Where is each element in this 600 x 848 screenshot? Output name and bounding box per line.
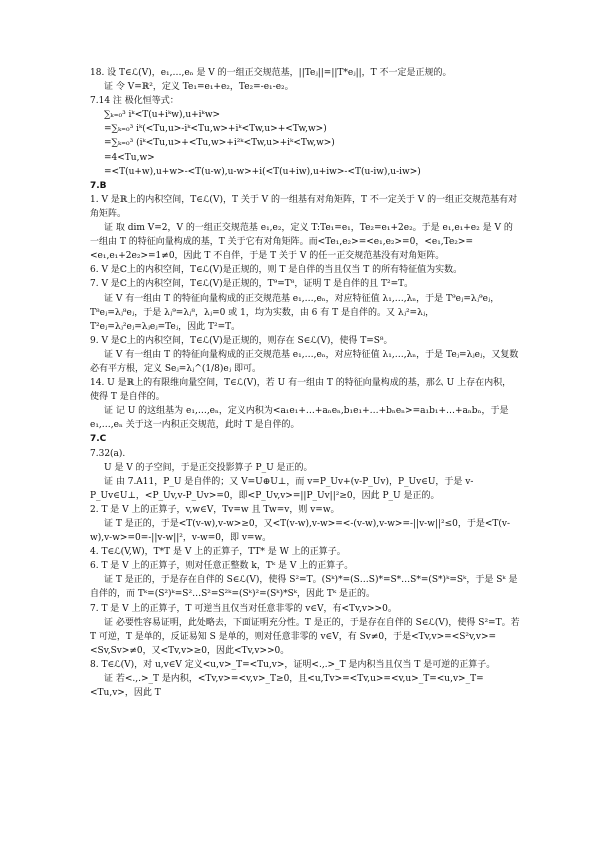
formula-line: =∑ₖ₌₀³ iᵏ(<Tu,u>-iᵏ<Tu,w>+iᵏ<Tw,u>+<Tw,w>) [104,124,327,135]
exercise-line: 6. T 是 V 上的正算子，则对任意正整数 k，Tᵏ 是 V 上的正算子。 [90,561,354,572]
exercise-line: 7.32(a). [90,448,126,459]
proof-line: 证 V 有一组由 T 的特征向量构成的正交规范基 e₁,…,eₙ，对应特征值 λ₁,…,λₙ，于是 T⁹eⱼ=λⱼ⁹eⱼ，T⁸eⱼ=λⱼ⁸eⱼ，于是 λⱼ⁹=λⱼ⁸，λⱼ=0 或 1，均为实数，由 6 有 T 是自伴的。又 λⱼ²=λⱼ，T²eⱼ=λⱼ²eⱼ=λⱼeⱼ=Teⱼ，因此 T²=T。 [90,293,500,332]
section-heading: 7.B [90,180,107,191]
formula-line: =<T(u+w),u+w>-<T(u-w),u-w>+i(<T(u+iw),u+iw>-<T(u-iw),u-iw>) [104,166,421,177]
proof-line: 证 T 是正的，于是<T(v-w),v-w>≥0，又<T(v-w),v-w>=<-(v-w),v-w>=-||v-w||²≤0，于是<T(v-w),v-w>=0=-||v-w||²，v-w=0，即 v=w。 [90,519,511,544]
exercise-line: 9. V 是ℂ上的内积空间，T∈ℒ(V)是正规的，则存在 S∈ℒ(V)，使得 T=S⁸。 [90,335,393,346]
proof-line: 证 令 V=ℝ²，定义 Te₁=e₁+e₂，Te₂=-e₁-e₂。 [104,82,294,93]
proof-line: 证 T 是正的，于是存在自伴的 S∈ℒ(V)，使得 S²=T。(Sᵏ)*=(S…S)*=S*…S*=(S*)ᵏ=Sᵏ，于是 Sᵏ 是自伴的，而 Tᵏ=(S²)ᵏ=S²…S²=S²ᵏ=(Sᵏ)²=(Sᵏ)*Sᵏ，因此 Tᵏ 是正的。 [90,575,518,600]
exercise-line: 1. V 是ℝ上的内积空间，T∈ℒ(V)，T 关于 V 的一组基有对角矩阵，T 不一定关于 V 的一组正交规范基有对角矩阵。 [90,194,518,219]
proof-line: 证 必要性容易证明，此处略去，下面证明充分性。T 是正的，于是存在自伴的 S∈ℒ(V)，使得 S²=T。若 T 可逆，T 是单的，反证易知 S 是单的，则对任意非零的 v∈V，有 Sv≠0，于是<Tv,v>=<S²v,v>=<Sv,Sv>≠0，又<Tv,v>≥0，因此<Tv,v>>0。 [90,617,520,656]
exercise-line: 6. V 是ℂ上的内积空间，T∈ℒ(V)是正规的，则 T 是自伴的当且仅当 T 的所有特征值为实数。 [90,265,463,276]
exercise-line: 7. T 是 V 上的正算子，T 可逆当且仅当对任意非零的 v∈V，有<Tv,v>>0。 [90,603,397,614]
exercise-line: 4. T∈ℒ(V,W)，T*T 是 V 上的正算子，TT* 是 W 上的正算子。 [90,547,346,558]
proof-line: 证 取 dim V=2，V 的一组正交规范基 e₁,e₂，定义 T:Te₁=e₁，Te₂=e₁+2e₂。于是 e₁,e₁+e₂ 是 V 的一组由 T 的特征向量构成的基，T 关于它有对角矩阵。而<Te₁,e₂>=<e₁,e₂>=0，<e₁,Te₂>=<e₁,e₁+2e₂>=1≠0，因此 T 不自伴，于是 T 关于 V 的任一正交规范基没有对角矩阵。 [90,223,513,262]
proof-line: 证 记 U 的这组基为 e₁,…,eₙ，定义内积为<a₁e₁+…+aₙeₙ,b₁e₁+…+bₙeₙ>=a₁b₁+…+aₙbₙ，于是 e₁,…,eₙ 关于这一内积正交规范，此时 T 是自伴的。 [90,406,509,431]
formula-line: =4<Tu,w> [104,152,155,163]
document-body [90,66,520,700]
proof-line: 证 若<.,.>_T 是内积，<Tv,v>=<v,v>_T≥0，且<u,Tv>=<Tv,u>=<v,u>_T=<u,v>_T=<Tu,v>，因此 T [90,674,484,699]
proof-line: 证 V 有一组由 T 的特征向量构成的正交规范基 e₁,…,eₙ，对应特征值 λ₁,…,λₙ，于是 Teⱼ=λⱼeⱼ，又复数必有平方根，定义 Seⱼ=λⱼ^(1/8)eⱼ 即可。 [90,349,519,374]
formula-line: =∑ₖ₌₀³ (iᵏ<Tu,u>+<Tu,w>+i²ᵏ<Tw,u>+iᵏ<Tw,w>) [104,138,335,149]
exercise-line: 7. V 是ℂ上的内积空间，T∈ℒ(V)是正规的，T⁹=T⁸，证明 T 是自伴的且 T²=T。 [90,279,414,290]
exercise-line: 14. U 是ℝ上的有限维向量空间，T∈ℒ(V)，若 U 有一组由 T 的特征向量构成的基，那么 U 上存在内积，使得 T 是自伴的。 [90,378,512,403]
text-line: 18. 设 T∈ℒ(V)，e₁,…,eₙ 是 V 的一组正交规范基，||Teⱼ||=||T*eⱼ||，T 不一定是正规的。 [90,68,452,78]
note-heading: 7.14 注 极化恒等式： [90,96,179,107]
text-line: U 是 V 的子空间，于是正交投影算子 P_U 是正的。 [104,462,313,473]
formula-line: ∑ₖ₌₀³ iᵏ<T(u+iᵏw),u+iᵏw> [104,110,221,121]
exercise-line: 8. T∈ℒ(V)，对 u,v∈V 定义<u,v>_T=<Tu,v>，证明<.,.>_T 是内积当且仅当 T 是可逆的正算子。 [90,659,496,670]
section-heading: 7.C [90,434,107,445]
exercise-line: 2. T 是 V 上的正算子，v,w∈V，Tv=w 且 Tw=v，则 v=w。 [90,504,340,515]
proof-line: 证 由 7.A11，P_U 是自伴的；又 V=U⊕U⊥，而 v=P_Uv+(v-P_Uv)，P_Uv∈U，于是 v-P_Uv∈U⊥，<P_Uv,v-P_Uv>=0，即<P_Uv,v>=||P_Uv||²≥0，因此 P_U 是正的。 [90,476,474,501]
